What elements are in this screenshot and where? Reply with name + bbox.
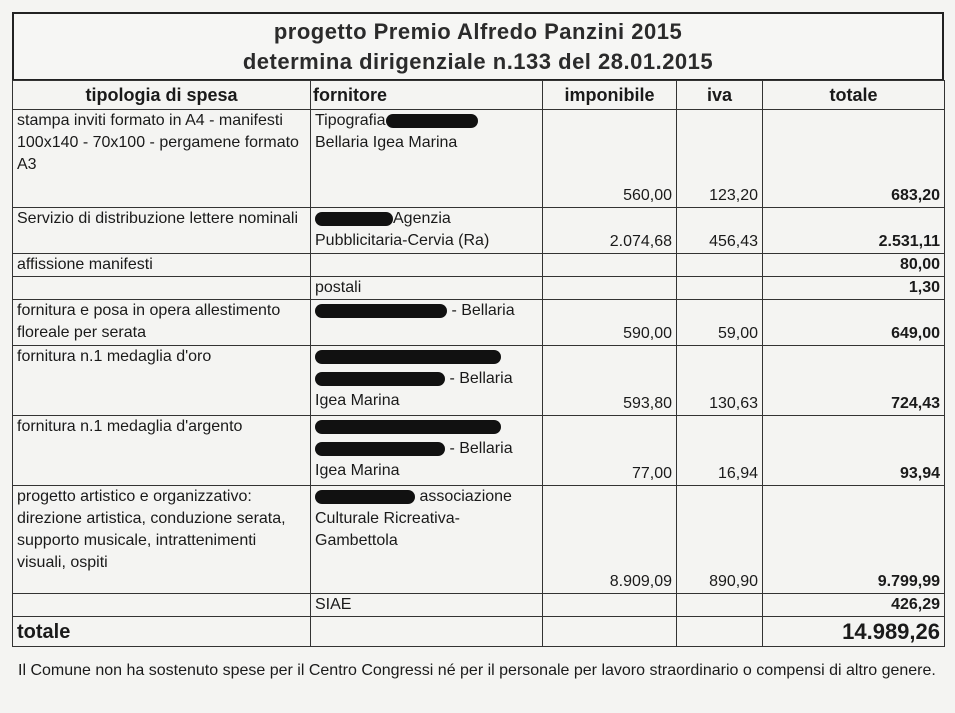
iva-cell: 123,20 xyxy=(677,110,763,208)
totale-cell: 683,20 xyxy=(763,110,945,208)
iva-cell: 16,94 xyxy=(677,416,763,486)
redaction-mark xyxy=(386,114,478,128)
table-row xyxy=(13,277,945,300)
imponibile-cell: 2.074,68 xyxy=(543,208,677,254)
fornitore-cell: postali xyxy=(311,277,543,300)
tipologia-cell: fornitura e posa in opera allestimento floreale per serata xyxy=(13,300,311,346)
table-row xyxy=(13,208,945,254)
header-tipologia: tipologia di spesa xyxy=(13,81,311,110)
table-row xyxy=(13,416,945,486)
fornitore-text: Bellaria Igea Marina xyxy=(315,134,458,151)
fornitore-text: - Bellaria Igea Marina xyxy=(315,370,513,409)
table-row xyxy=(13,346,945,416)
table-row xyxy=(13,254,945,277)
title-line-2: determina dirigenziale n.133 del 28.01.2015 xyxy=(242,48,714,74)
fornitore-cell: SIAE xyxy=(311,594,543,617)
tipologia-cell: stampa inviti formato in A4 - manifesti 100x140 - 70x100 - pergamene formato A3 xyxy=(13,110,311,208)
header-fornitore: fornitore xyxy=(311,81,543,110)
imponibile-cell: 560,00 xyxy=(543,110,677,208)
empty-cell xyxy=(677,617,763,647)
table-row xyxy=(13,300,945,346)
fornitore-cell xyxy=(311,208,543,254)
imponibile-cell xyxy=(543,594,677,617)
title-box xyxy=(12,12,944,80)
fornitore-cell xyxy=(311,254,543,277)
fornitore-cell xyxy=(311,486,543,594)
fornitore-text: - Bellaria Igea Marina xyxy=(315,440,513,479)
totale-cell: 9.799,99 xyxy=(763,486,945,594)
iva-cell: 456,43 xyxy=(677,208,763,254)
iva-cell xyxy=(677,254,763,277)
totale-cell: 649,00 xyxy=(763,300,945,346)
iva-cell xyxy=(677,277,763,300)
iva-cell: 890,90 xyxy=(677,486,763,594)
empty-cell xyxy=(543,617,677,647)
redaction-mark xyxy=(315,304,447,318)
total-value: 14.989,26 xyxy=(763,617,945,647)
tipologia-cell xyxy=(13,277,311,300)
document-sheet xyxy=(12,12,944,647)
redaction-mark xyxy=(315,442,445,456)
total-row xyxy=(13,617,945,647)
iva-cell: 130,63 xyxy=(677,346,763,416)
table-row xyxy=(13,110,945,208)
tipologia-cell: progetto artistico e organizzativo: direzione artistica, conduzione serata, supporto musicale, intrattenimenti visuali, ospiti xyxy=(13,486,311,594)
totale-cell: 2.531,11 xyxy=(763,208,945,254)
iva-cell: 59,00 xyxy=(677,300,763,346)
header-imponibile: imponibile xyxy=(543,81,677,110)
imponibile-cell xyxy=(543,254,677,277)
fornitore-cell xyxy=(311,300,543,346)
fornitore-cell xyxy=(311,110,543,208)
fornitore-cell xyxy=(311,416,543,486)
totale-cell: 724,43 xyxy=(763,346,945,416)
table-row xyxy=(13,594,945,617)
iva-cell xyxy=(677,594,763,617)
totale-cell: 80,00 xyxy=(763,254,945,277)
totale-cell: 1,30 xyxy=(763,277,945,300)
tipologia-cell xyxy=(13,594,311,617)
fornitore-cell xyxy=(311,346,543,416)
totale-cell: 93,94 xyxy=(763,416,945,486)
redaction-mark xyxy=(315,490,415,504)
expenses-table xyxy=(12,80,945,647)
title-line-1: progetto Premio Alfredo Panzini 2015 xyxy=(273,18,683,44)
redaction-mark xyxy=(315,372,445,386)
totale-cell: 426,29 xyxy=(763,594,945,617)
redaction-mark xyxy=(315,420,501,434)
fornitore-text: Tipografia xyxy=(315,112,386,129)
tipologia-cell: fornitura n.1 medaglia d'oro xyxy=(13,346,311,416)
header-row xyxy=(13,81,945,110)
imponibile-cell: 8.909,09 xyxy=(543,486,677,594)
imponibile-cell xyxy=(543,277,677,300)
tipologia-cell: affissione manifesti xyxy=(13,254,311,277)
imponibile-cell: 593,80 xyxy=(543,346,677,416)
fornitore-text: - Bellaria xyxy=(451,302,515,319)
table-row xyxy=(13,486,945,594)
fornitore-text: Agenzia Pubblicitaria-Cervia (Ra) xyxy=(315,210,490,249)
redaction-mark xyxy=(315,212,393,226)
header-iva: iva xyxy=(677,81,763,110)
imponibile-cell: 77,00 xyxy=(543,416,677,486)
tipologia-cell: fornitura n.1 medaglia d'argento xyxy=(13,416,311,486)
tipologia-cell: Servizio di distribuzione lettere nominali xyxy=(13,208,311,254)
empty-cell xyxy=(311,617,543,647)
redaction-mark xyxy=(315,350,501,364)
fornitore-text: associazione Culturale Ricreativa-Gambettola xyxy=(315,488,512,549)
header-totale: totale xyxy=(763,81,945,110)
total-label: totale xyxy=(13,617,311,647)
footnote: Il Comune non ha sostenuto spese per il Centro Congressi né per il personale per lavoro straordinario o compensi di altro genere. xyxy=(18,662,936,679)
imponibile-cell: 590,00 xyxy=(543,300,677,346)
